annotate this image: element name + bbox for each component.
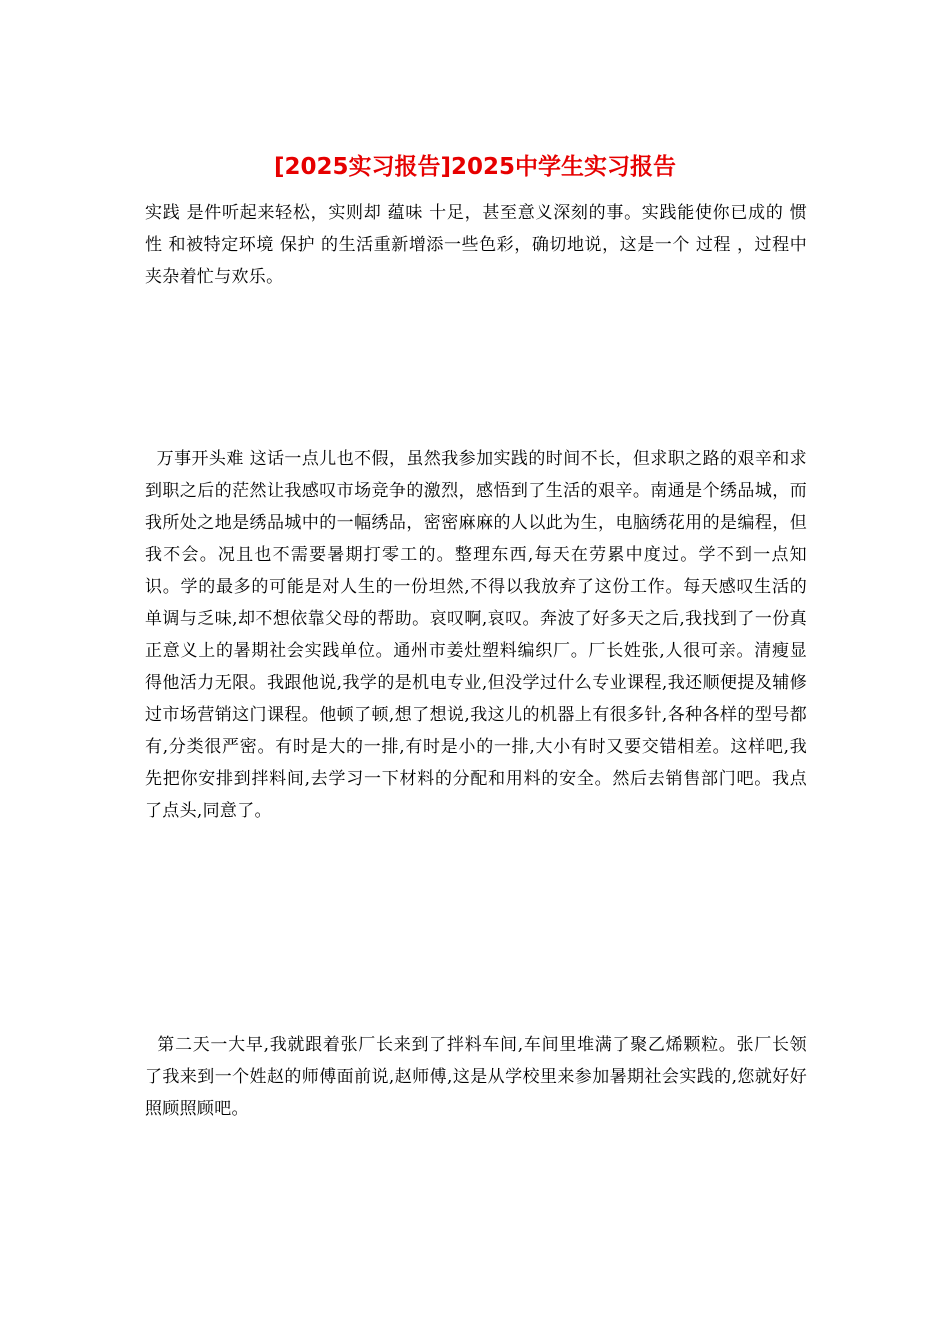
paragraph-intro: 实践 是件听起来轻松，实则却 蕴味 十足，甚至意义深刻的事。实践能使你已成的 惯性 和被特定环境 保护 的生活重新增添一些色彩，确切地说，这是一个 过程 ，过程中夹杂着忙与欢乐。 — [145, 203, 807, 287]
paragraph-job-search: 万事开头难 这话一点儿也不假，虽然我参加实践的时间不长，但求职之路的艰辛和求到职之后的茫然让我感叹市场竞争的激烈，感悟到了生活的艰辛。南通是个绣品城，而我所处之地是绣品城中的一幅绣品，密密麻麻的人以此为生，电脑绣花用的是编程，但我不会。况且也不需要暑期打零工的。整理东西,每天在劳累中度过。学不到一点知识。学的最多的可能是对人生的一份坦然,不得以我放弃了这份工作。每天感叹生活的单调与乏味,却不想依靠父母的帮助。哀叹啊,哀叹。奔波了好多天之后,我找到了一份真正意义上的暑期社会实践单位。通州市姜灶塑料编织厂。厂长姓张,人很可亲。清瘦显得他活力无限。我跟他说,我学的是机电专业,但没学过什么专业课程,我还顺便提及辅修过市场营销这门课程。他顿了顿,想了想说,我这儿的机器上有很多针,各种各样的型号都有,分类很严密。有时是大的一排,有时是小的一排,大小有时又要交错相差。这样吧,我先把你安排到拌料间,去学习一下材料的分配和用料的安全。然后去销售部门吧。我点了点头,同意了。 — [145, 449, 807, 821]
document-title: [2025实习报告]2025中学生实习报告 — [273, 154, 677, 180]
paragraph-second-day: 第二天一大早,我就跟着张厂长来到了拌料车间,车间里堆满了聚乙烯颗粒。张厂长领了我来到一个姓赵的师傅面前说,赵师傅,这是从学校里来参加暑期社会实践的,您就好好照顾照顾吧。 — [145, 1035, 807, 1119]
